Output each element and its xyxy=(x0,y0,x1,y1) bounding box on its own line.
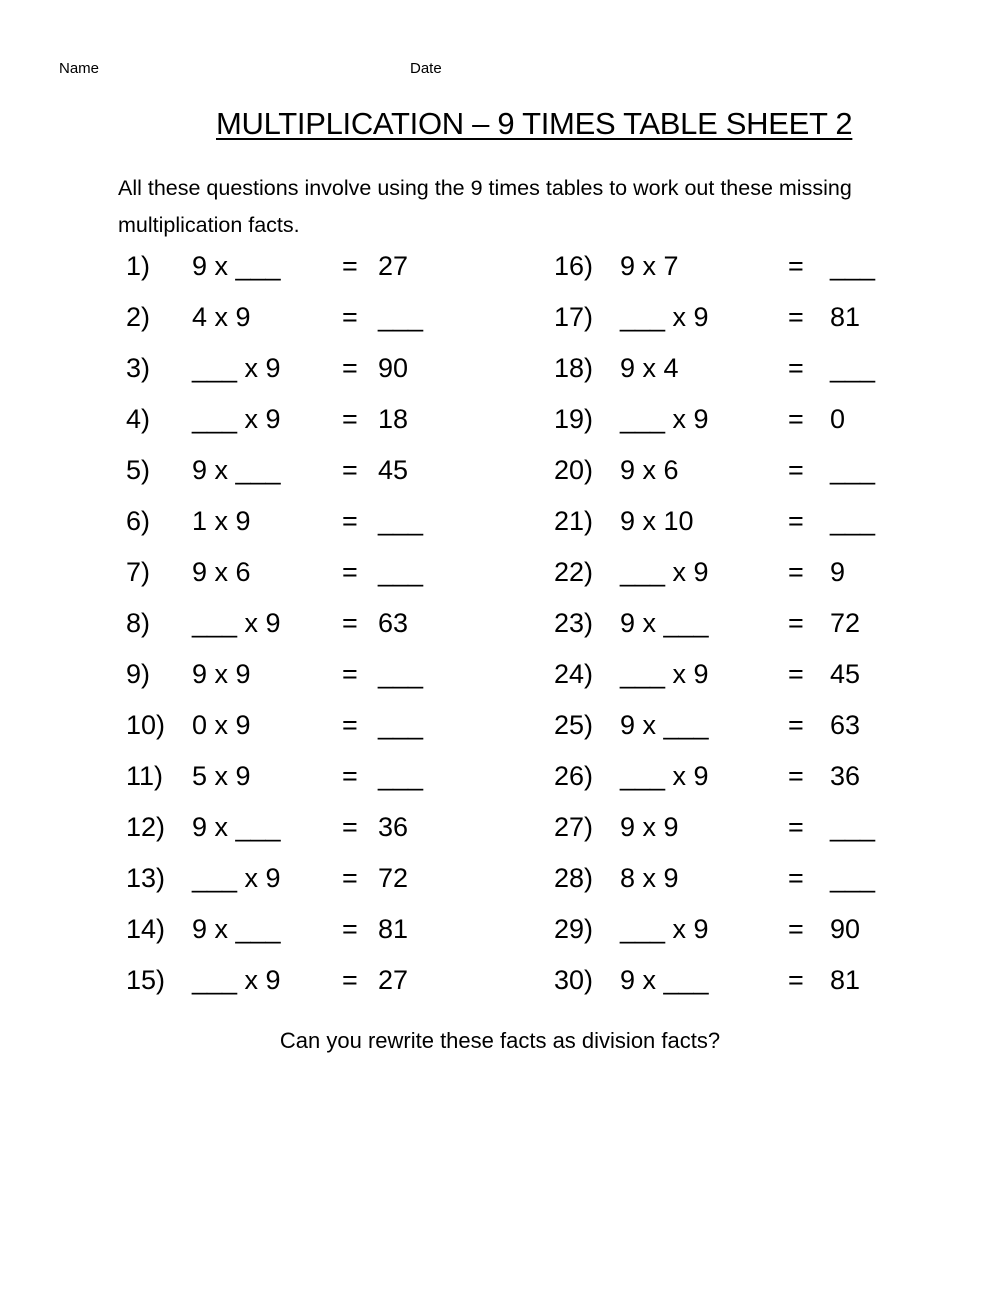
question-answer: ___ xyxy=(830,863,876,893)
equals-sign: = xyxy=(788,863,804,893)
question-number: 24) xyxy=(554,659,594,689)
question-number: 14) xyxy=(126,914,166,944)
equals-sign: = xyxy=(342,965,358,995)
question-number: 11) xyxy=(126,761,164,791)
question-answer: ___ xyxy=(830,353,876,383)
equals-sign: = xyxy=(342,914,358,944)
question-expression: 9 x ___ xyxy=(192,251,281,281)
question-expression: ___ x 9 xyxy=(620,659,709,689)
question-number: 1) xyxy=(126,251,151,281)
equals-sign: = xyxy=(788,302,804,332)
question-expression: ___ x 9 xyxy=(192,353,281,383)
question-number: 13) xyxy=(126,863,166,893)
division-facts-prompt: Can you rewrite these facts as division facts? xyxy=(279,1028,721,1053)
equals-sign: = xyxy=(788,761,804,791)
equals-sign: = xyxy=(342,557,358,587)
question-answer: ___ xyxy=(830,506,876,536)
equals-sign: = xyxy=(788,659,804,689)
question-answer: ___ xyxy=(830,251,876,281)
question-expression: 5 x 9 xyxy=(192,761,251,791)
equals-sign: = xyxy=(788,608,804,638)
equals-sign: = xyxy=(788,557,804,587)
question-row xyxy=(554,908,954,959)
question-row xyxy=(554,500,954,551)
question-expression: ___ x 9 xyxy=(620,404,709,434)
question-answer: ___ xyxy=(378,557,424,587)
equals-sign: = xyxy=(342,761,358,791)
question-answer: 63 xyxy=(830,710,861,740)
equals-sign: = xyxy=(342,608,358,638)
question-expression: 9 x 4 xyxy=(620,353,679,383)
question-expression: 0 x 9 xyxy=(192,710,251,740)
question-number: 22) xyxy=(554,557,594,587)
question-number: 21) xyxy=(554,506,594,536)
question-number: 23) xyxy=(554,608,594,638)
question-answer: 45 xyxy=(378,455,409,485)
question-row xyxy=(126,500,526,551)
equals-sign: = xyxy=(788,455,804,485)
question-row xyxy=(126,296,526,347)
question-number: 28) xyxy=(554,863,594,893)
question-expression: ___ x 9 xyxy=(192,863,281,893)
question-number: 9) xyxy=(126,659,151,689)
question-answer: 9 xyxy=(830,557,846,587)
question-answer: ___ xyxy=(830,812,876,842)
equals-sign: = xyxy=(342,659,358,689)
equals-sign: = xyxy=(342,455,358,485)
question-expression: 4 x 9 xyxy=(192,302,251,332)
question-row xyxy=(554,959,954,1010)
question-expression: 9 x ___ xyxy=(192,455,281,485)
question-answer: ___ xyxy=(378,302,424,332)
equals-sign: = xyxy=(788,965,804,995)
question-row xyxy=(554,296,954,347)
question-number: 7) xyxy=(126,557,151,587)
question-expression: ___ x 9 xyxy=(620,761,709,791)
question-answer: 63 xyxy=(378,608,409,638)
question-number: 3) xyxy=(126,353,151,383)
question-expression: ___ x 9 xyxy=(192,608,281,638)
question-answer: ___ xyxy=(378,506,424,536)
question-row xyxy=(126,398,526,449)
question-number: 19) xyxy=(554,404,594,434)
equals-sign: = xyxy=(788,251,804,281)
question-number: 20) xyxy=(554,455,594,485)
question-answer: 81 xyxy=(378,914,409,944)
question-expression: ___ x 9 xyxy=(620,302,709,332)
name-label: Name xyxy=(59,60,100,77)
equals-sign: = xyxy=(342,404,358,434)
question-answer: 0 xyxy=(830,404,846,434)
question-number: 8) xyxy=(126,608,151,638)
question-expression: ___ x 9 xyxy=(620,914,709,944)
question-row xyxy=(554,755,954,806)
question-number: 5) xyxy=(126,455,151,485)
equals-sign: = xyxy=(788,506,804,536)
question-row xyxy=(126,806,526,857)
question-number: 6) xyxy=(126,506,151,536)
instructions-text: All these questions involve using the 9 times tables to work out these missing multiplication facts. xyxy=(118,176,852,237)
question-row xyxy=(126,551,526,602)
question-expression: 9 x ___ xyxy=(620,710,709,740)
question-expression: 9 x ___ xyxy=(620,608,709,638)
question-row xyxy=(126,347,526,398)
equals-sign: = xyxy=(342,302,358,332)
equals-sign: = xyxy=(342,506,358,536)
question-row xyxy=(554,602,954,653)
question-row xyxy=(554,704,954,755)
question-row xyxy=(554,449,954,500)
question-expression: 9 x ___ xyxy=(192,812,281,842)
question-expression: 9 x ___ xyxy=(192,914,281,944)
question-expression: 9 x 9 xyxy=(192,659,251,689)
question-number: 26) xyxy=(554,761,594,791)
question-answer: 90 xyxy=(830,914,861,944)
question-answer: ___ xyxy=(378,761,424,791)
question-expression: 9 x 9 xyxy=(620,812,679,842)
question-row xyxy=(126,959,526,1010)
worksheet-title: MULTIPLICATION – 9 TIMES TABLE SHEET 2 xyxy=(216,106,853,141)
question-row xyxy=(126,704,526,755)
equals-sign: = xyxy=(342,863,358,893)
question-expression: 9 x 10 xyxy=(620,506,694,536)
question-row xyxy=(554,806,954,857)
question-answer: ___ xyxy=(378,710,424,740)
question-answer: ___ xyxy=(830,455,876,485)
question-row xyxy=(126,449,526,500)
question-row xyxy=(126,857,526,908)
equals-sign: = xyxy=(788,812,804,842)
question-number: 27) xyxy=(554,812,594,842)
question-expression: 9 x ___ xyxy=(620,965,709,995)
question-answer: 81 xyxy=(830,965,861,995)
question-answer: 45 xyxy=(830,659,861,689)
question-answer: 72 xyxy=(378,863,409,893)
question-answer: 18 xyxy=(378,404,409,434)
question-row xyxy=(554,347,954,398)
question-row xyxy=(554,398,954,449)
question-number: 4) xyxy=(126,404,151,434)
question-expression: 9 x 6 xyxy=(620,455,679,485)
equals-sign: = xyxy=(788,404,804,434)
question-number: 30) xyxy=(554,965,594,995)
question-number: 16) xyxy=(554,251,594,281)
question-number: 10) xyxy=(126,710,166,740)
question-number: 18) xyxy=(554,353,594,383)
question-answer: 36 xyxy=(378,812,409,842)
question-expression: 8 x 9 xyxy=(620,863,679,893)
question-number: 12) xyxy=(126,812,166,842)
questions-right-column xyxy=(554,245,954,1010)
question-expression: ___ x 9 xyxy=(192,404,281,434)
question-expression: ___ x 9 xyxy=(620,557,709,587)
question-row xyxy=(126,245,526,296)
question-number: 25) xyxy=(554,710,594,740)
equals-sign: = xyxy=(342,353,358,383)
question-row xyxy=(126,908,526,959)
equals-sign: = xyxy=(788,710,804,740)
question-expression: ___ x 9 xyxy=(192,965,281,995)
question-number: 15) xyxy=(126,965,166,995)
question-row xyxy=(554,857,954,908)
equals-sign: = xyxy=(788,914,804,944)
question-answer: 27 xyxy=(378,965,409,995)
question-row xyxy=(126,653,526,704)
question-number: 2) xyxy=(126,302,151,332)
question-answer: 72 xyxy=(830,608,861,638)
question-expression: 9 x 6 xyxy=(192,557,251,587)
question-answer: 81 xyxy=(830,302,861,332)
question-expression: 1 x 9 xyxy=(192,506,251,536)
question-row xyxy=(126,755,526,806)
questions-left-column xyxy=(126,245,526,1010)
question-answer: ___ xyxy=(378,659,424,689)
question-row xyxy=(554,653,954,704)
date-label: Date xyxy=(410,60,442,77)
equals-sign: = xyxy=(342,710,358,740)
question-answer: 36 xyxy=(830,761,861,791)
question-number: 17) xyxy=(554,302,594,332)
equals-sign: = xyxy=(342,812,358,842)
question-expression: 9 x 7 xyxy=(620,251,679,281)
question-row xyxy=(554,551,954,602)
question-answer: 27 xyxy=(378,251,409,281)
equals-sign: = xyxy=(342,251,358,281)
equals-sign: = xyxy=(788,353,804,383)
question-answer: 90 xyxy=(378,353,409,383)
question-number: 29) xyxy=(554,914,594,944)
question-row xyxy=(126,602,526,653)
question-row xyxy=(554,245,954,296)
